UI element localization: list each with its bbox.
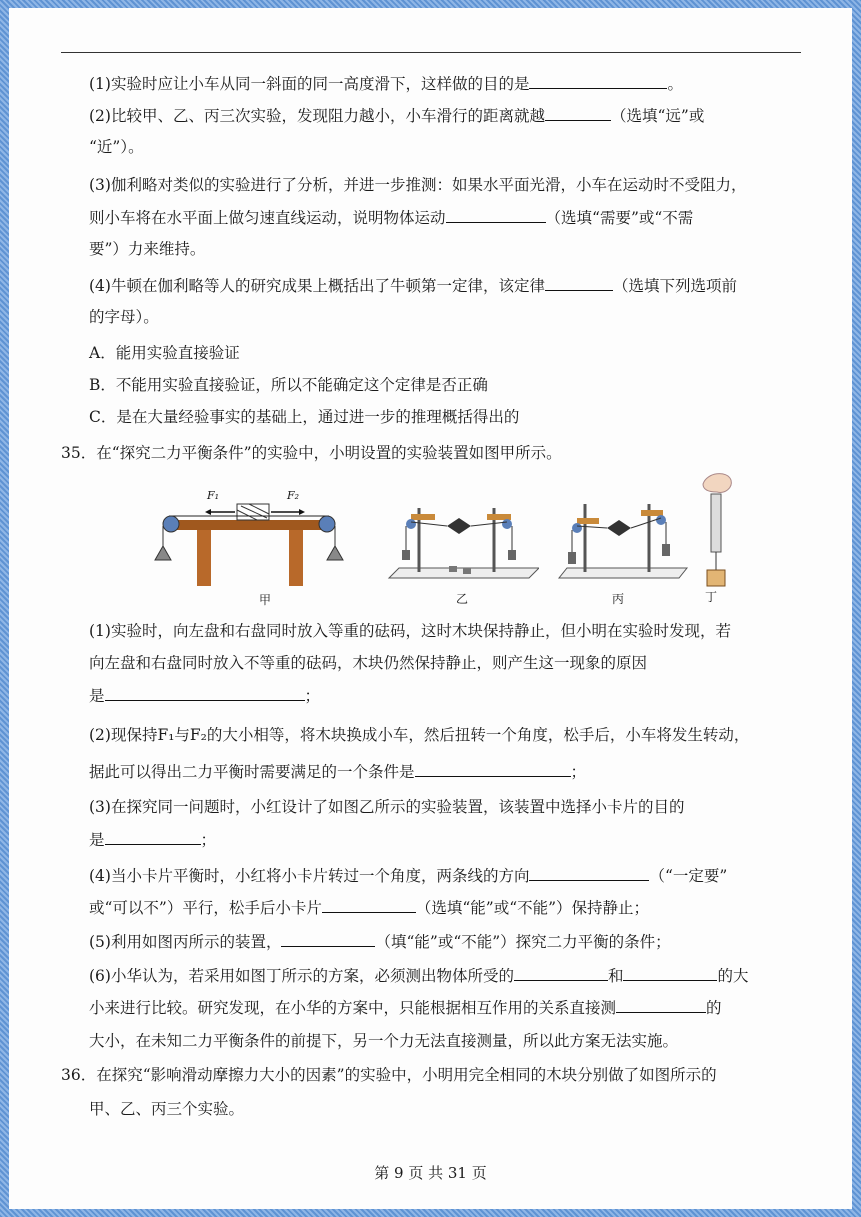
- caption-ding: 丁: [705, 590, 718, 604]
- q35-part5: (5)利用如图丙所示的装置， （填“能”或“不能”）探究二力平衡的条件；: [89, 930, 671, 953]
- q34-part3: (3)伽利略对类似的实验进行了分析，并进一步推测：如果水平面光滑，小车在运动时不受阻力，: [89, 176, 747, 194]
- q34-part4-cont: 的字母）。: [89, 308, 159, 326]
- pan-right: [327, 546, 343, 560]
- answer-blank[interactable]: [281, 930, 375, 947]
- q35-part3: (3)在探究同一问题时，小红设计了如图乙所示的实验装置，该装置中选择小卡片的目的: [89, 798, 685, 816]
- q34-part2-cont: “近”）。: [89, 138, 144, 156]
- pulley-left: [163, 516, 179, 532]
- q36-stem-line2: 甲、乙、丙三个实验。: [89, 1100, 245, 1118]
- answer-blank[interactable]: [529, 72, 667, 89]
- answer-blank[interactable]: [415, 760, 571, 777]
- q35-part1-line2: 向左盘和右盘同时放入不等重的砝码，木块仍然保持静止，则产生这一现象的原因: [89, 654, 648, 672]
- figure-jia-table: [149, 486, 349, 588]
- figure-yi-card: [379, 488, 539, 588]
- q35-stem: 35．在“探究二力平衡条件”的实验中，小明设置的实验装置如图甲所示。: [61, 444, 562, 462]
- caption-bing: 丙: [612, 592, 625, 606]
- caption-yi: 乙: [456, 592, 469, 606]
- figure-bing-card: [549, 488, 689, 588]
- q35-part6: (6)小华认为，若采用如图丁所示的方案，必须测出物体所受的 和 的大: [89, 964, 749, 987]
- answer-blank[interactable]: [529, 864, 649, 881]
- q35-part4: (4)当小卡片平衡时，小红将小卡片转过一个角度，两条线的方向 （“一定要”: [89, 864, 727, 887]
- option-c: C．是在大量经验事实的基础上，通过进一步的推理概括得出的: [89, 408, 520, 426]
- pan-left: [155, 546, 171, 560]
- small-card: [447, 518, 471, 534]
- answer-blank[interactable]: [616, 996, 706, 1013]
- spring-scale: [711, 494, 721, 552]
- caption-jia: 甲: [259, 593, 272, 607]
- hand: [703, 474, 731, 493]
- q34-part4: (4)牛顿在伽利略等人的研究成果上概括出了牛顿第一定律，该定律 （选填下列选项前: [89, 274, 737, 297]
- answer-blank[interactable]: [105, 828, 201, 845]
- q35-part1: (1)实验时，向左盘和右盘同时放入等重的砝码，这时木块保持静止，但小明在实验时发现，若: [89, 622, 731, 640]
- q35-part4-line2: 或“可以不”）平行，松手后小卡片 （选填“能”或“不能”）保持静止；: [89, 896, 649, 919]
- q34-part2: (2)比较甲、乙、丙三次实验，发现阻力越小，小车滑行的距离就越 （选填“远”或: [89, 104, 704, 127]
- q35-part2-line2: 据此可以得出二力平衡时需要满足的一个条件是 ；: [89, 760, 586, 783]
- pulley-right: [319, 516, 335, 532]
- answer-blank[interactable]: [105, 684, 305, 701]
- answer-blank[interactable]: [545, 104, 611, 121]
- table-leg: [289, 530, 303, 586]
- option-b: B．不能用实验直接验证，所以不能确定这个定律是否正确: [89, 376, 488, 394]
- page-number: 第 9 页 共 31 页: [374, 1164, 487, 1182]
- q35-part1-line3: 是 ；: [89, 684, 320, 707]
- object-block: [707, 570, 725, 586]
- option-a: A．能用实验直接验证: [89, 344, 240, 362]
- q34-part3-line3: 要”）力来维持。: [89, 240, 206, 258]
- table-leg: [197, 530, 211, 586]
- label-f1: F₁: [207, 489, 220, 502]
- answer-blank[interactable]: [446, 206, 546, 223]
- answer-blank[interactable]: [623, 964, 717, 981]
- answer-blank[interactable]: [322, 896, 416, 913]
- answer-blank[interactable]: [545, 274, 613, 291]
- figure-ding-spring-scale: [697, 470, 739, 590]
- q35-part6-line2: 小来进行比较。研究发现，在小华的方案中，只能根据相互作用的关系直接测 的: [89, 996, 722, 1019]
- label-f2: F₂: [287, 489, 300, 502]
- q34-part1: (1)实验时应让小车从同一斜面的同一高度滑下，这样做的目的是 。: [89, 72, 683, 95]
- q35-part3-line2: 是 ；: [89, 828, 216, 851]
- q35-part2: (2)现保持F₁与F₂的大小相等，将木块换成小车，然后扭转一个角度，松手后，小车将发生转动，: [89, 726, 750, 744]
- q36-stem: 36．在探究“影响滑动摩擦力大小的因素”的实验中，小明用完全相同的木块分别做了如图所示的: [61, 1066, 717, 1084]
- q34-part3-line2: 则小车将在水平面上做匀速直线运动，说明物体运动 （选填“需要”或“不需: [89, 206, 693, 229]
- document-page: [9, 8, 852, 1209]
- header-rule: [61, 52, 801, 53]
- table-top: [169, 520, 329, 530]
- q35-part6-line3: 大小，在未知二力平衡条件的前提下，另一个力无法直接测量，所以此方案无法实施。: [89, 1032, 679, 1050]
- answer-blank[interactable]: [514, 964, 608, 981]
